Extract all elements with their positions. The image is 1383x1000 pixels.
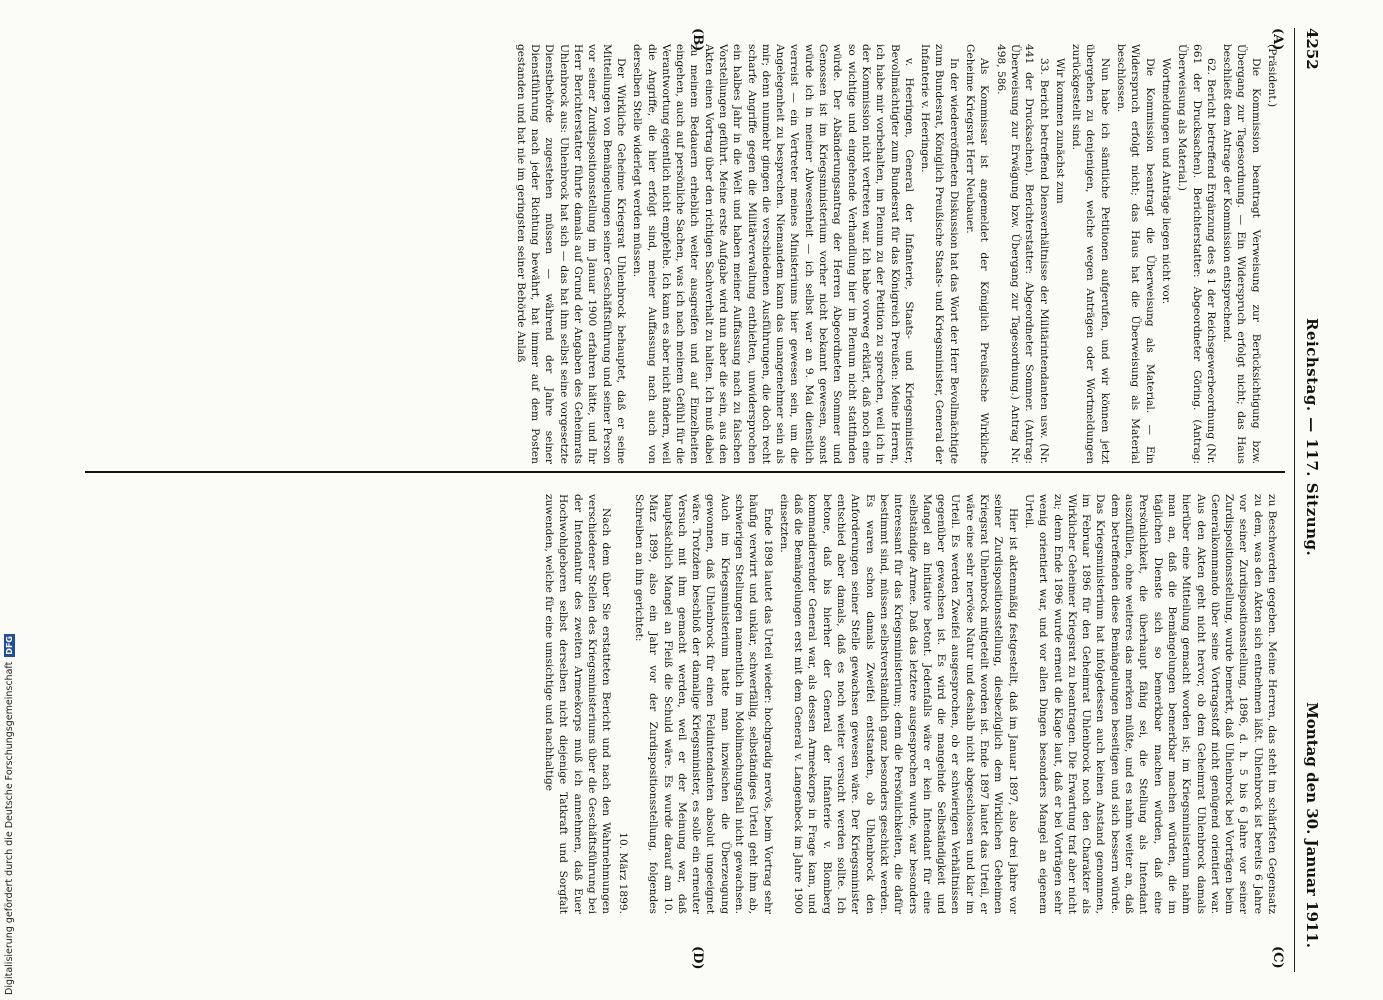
dfg-logo: DFG (4, 636, 14, 655)
paragraph: zu Beschwerden gegeben. Meine Herren, das steht im schärfsten Gegensatz zu dem, was den Akten sich entnehmen läßt. Uhlenbrock ist bereits 6 Jahre vor seiner Zurdispositionsstellung, 1896, d. h. 5 bis 6 Jahre vor seiner Zurdispositionsstellung, wurde bemerkt, daß Uhlenbrock bei Vorträgen beim Generalkommando über seine Vortragsstoff nicht genügend orientiert war. Aus den Akten geht nicht hervor, ob dem Geheimrat Uhlenbrock damals hierüber eine Mitteilung gemacht worden ist; im Kriegsministerium nahm man an, daß die Bemängelungen bemerkbar machen würden, die im täglichen Dienste sich so bemerkbar machen würden, daß eine Persönlichkeit, die überhaupt fähig sei, die Stellung als Intendant auszufüllen, ohne weiteres das merken müßte, und es nahm weiter an, daß dem betreffenden diese Bemängelungen beseitigen und sich bessern würde. Das Kriegsministerium hat infolgedessen auch keinen Anstand genommen, im Februar 1896 für den Geheimrat Uhlenbrock noch den Charakter als Wirklicher Geheimer Kriegsrat zu beantragen. Die Erwartung traf aber nicht zu; denn Ende 1896 wurde erneut die Klage laut, daß er bei Vorträgen sehr wenig orientiert war, und vor allen Dingen besonders Mangel an eigenem Urteil. (1022, 494, 1278, 914)
paragraph: Wir kommen zunächst zum (1053, 58, 1066, 204)
header-rule (1294, 28, 1295, 972)
page-number: 4252 (1303, 28, 1321, 70)
paragraph: In der wiedereröffneten Diskussion hat das Wort der Herr Bevollmächtigte zum Bundesrat, Königlich Preußische Staats- und Kriegsminister, General der Infanterie v. Heeringen. (919, 44, 960, 464)
margin-marker-a: (A) (1270, 28, 1285, 51)
paragraph: Nach dem über Sie erstatteten Bericht und nach den Wahrnehmungen verschiedener Stellen des Kriegsministeriums über die Geschäftsführung bei der Intendantur des zweiten Armeekorps muß ich annehmen, daß Euer Hochwohlgeboren selbst derselben nicht diejenige Tatkraft und Sorgfalt zuwenden, welche für eine umsichtige und nachhaltige (543, 494, 613, 914)
paragraph: v. Heeringen, General der Infanterie, Staats- und Kriegsminister, Bevollmächtigter zum Bundesrat für das Königreich Preußen: Meine Herren, ich habe mir vorbehalten, im Plenum zu der Petition zu sprechen, weil ich in der Kommission nicht vertreten war. Ich habe vorweg erklärt, daß noch eine so wichtige und eingehende Verhandlung hier im Plenum nicht stattfinden würde. Der Abänderungsantrag der Herren Abgeordneten Sommer und Genossen ist im Kriegsministerium vorher nicht bekannt gewesen, sonst würde ich in meiner Abwesenheit — ich selbst war an 9. Mai dienstlich verreist — ein Vertreter meines Ministeriums hier gewesen sein, um die Angelegenheit zu besprechen. Niemandem kann das unangenehmer sein als mir; denn nunmehr gingen die verschiedenen Ausführungen, die doch recht scharfe Angriffe gegen die Militärverwaltung enthielten, unwidersprochen ein halbes Jahr in die Welt und haben meiner Auffassung nach zu falschen Vorstellungen geführt. Meine erste Aufgabe wird nun aber die sein, aus den Akten einen Vortrag über den richtigen Sachverhalt zu halten. Ich muß dabei zu meinem Bedauern erheblich weiter ausgreifen und auf Einzelheiten eingehen, auch auf persönliche Sachen, was ich nach meinem Gefühl für die Verantwortung eigentlich nicht empfehle. Ich kann es aber nicht ändern, weil die Angriffe, die hier erfolgt sind, meiner Auffassung nach auch von derselben Stelle widerlegt werden müssen. (631, 44, 915, 464)
paragraph: Ende 1898 lautet das Urteil wieder: hochgradig nervös, beim Vortrag sehr häufig verwirrt und unklar, schwerfällig, selbständiges Urteil geht ihm ab, schwierigen Stellungen namentlich im Mobilmachungsfall nicht gewachsen. Auch im Kriegsministerium hatte man inzwischen die Überzeugung gewonnen, daß Uhlenbrock für einen Feldintendanten absolut ungeeignet wäre. Trotzdem beschloß der damalige Kriegsminister, es solle ein erneuter Versuch mit ihm gemacht werden, weil er der Meinung war, daß hauptsächlich Mangel an Fleiß die Schuld wäre. Es wurde darauf am 10. März 1899, also ein Jahr vor der Zurdispositionsstellung, folgendes Schreiben an ihn gerichtet: (632, 494, 774, 914)
left-column (512, 44, 1279, 464)
paragraph: Hier ist aktenmäßig festgestellt, daß im Januar 1897, also drei Jahre vor seiner Zurdispositionsstellung, diesbezüglich dem Wirklichen Geheimen Kriegsrat Uhlenbrock mitgeteilt worden ist. Ende 1897 lautet das Urteil, er wäre eine sehr nervöse Natur und deshalb nicht abgeschlossen und klar im Urteil. Es werden Zweifel ausgesprochen, ob er schwierigen Verhältnissen gegenüber gewachsen ist. Es wird die mangelnde Selbständigkeit und Mangel an Initiative betont. Jedenfalls wäre er kein Intendant für eine selbständige Armee. Daß das letztere ausgesprochen wurde, war besonders interessant für das Kriegsministerium; denn die Persönlichkeiten, die dafür bestimmt sind, müssen selbstverständlich ganz besonders geschickt werden. Es waren schon damals Zweifel entstanden, ob Uhlenbrock den Anforderungen seiner Stelle gewachsen gewesen wäre. Der Kriegsminister entschied aber damals, daß es noch weiter versucht werden sollte. Ich betone, daß bis hierher der General der Infanterie v. Blomberg kommandierender General war, als dessen Armeekorps in Frage kam, und daß die Bemängelungen erst mit dem General v. Langenbeck im Jahre 1900 einsetzten. (777, 494, 1019, 914)
margin-marker-d: (D) (690, 946, 705, 970)
paragraph: Die Kommission beantragt Verweisung zur Berücksichtigung bzw. Übergang zur Tagesordnung. — Ein Widerspruch erfolgt nicht; das Haus beschließt dem Antrage der Kommission entsprechend. (1221, 44, 1262, 464)
rotated-page-content (70, 28, 1325, 972)
margin-marker-b: (B) (690, 28, 705, 52)
paragraph: 33. Bericht betreffend Diensverhältnisse der Militärintendanten usw. (Nr. 441 der Drucksachen). Berichterstatter: Abgeordneter Sommer. (Antrag: Überweisung zur Erwägung bzw. Übergang zur Tagesordnung.) Antrag Nr. 498, 586. (994, 44, 1050, 464)
paragraph: Der Wirkliche Geheime Kriegsrat Uhlenbrock behauptet, daß er seine Mitteilungen von Bemängelungen seiner Geschäftsführung und seiner Person vor seiner Zurdispositionsstellung im Januar 1900 erfahren hätte, und Ihr Herr Berichterstatter führte damals auf Grund der Angaben des Geheimrats Uhlenbrock aus: Uhlenbrock hat sich — das hat ihm selbst seine vorgesetzte Dienstbehörde zugestehen müssen — während der Jahre seiner Dienstführung nach jeder Richtung bewährt, hat immer auf dem Posten gestanden und hat nie im geringsten seiner Behörde Anlaß (514, 44, 627, 464)
speaker-label: (Präsident.) (1266, 44, 1278, 108)
paragraph: Nun habe ich sämtliche Petitionen aufgerufen, und wir können jetzt übergehen zu denjenigen, welche wegen Anträgen oder Wortmeldungen zurückgestellt sind. (1070, 44, 1111, 464)
paragraph: Die Kommission beantragt die Überweisung als Material. — Ein Widerspruch erfolgt nicht; das Haus hat die Überweisung als Material beschlossen. (1115, 44, 1156, 464)
page-title: Reichstag. — 117. Sitzung. (1303, 318, 1321, 557)
letter-date: 10. März 1899. (616, 832, 629, 914)
right-column (540, 494, 1279, 914)
paragraph: 62. Bericht betreffend Ergänzung des § 1 der Reichsgewerbeordnung (Nr. 661 der Drucksachen). Berichterstatter: Abgeordneter Göring. (Antrag: Überweisung als Material.) (1176, 44, 1217, 464)
column-divider (85, 471, 1285, 473)
session-date: Montag den 30. Januar 1911. (1303, 702, 1321, 948)
funding-credit-text: Digitalisierung gefördert durch die Deutsche Forschungsgemeinschaft (3, 661, 15, 995)
paragraph: Als Kommissar ist angemeldet der Königlich Preußische Wirkliche Geheime Kriegsrat Herr Neubauer. (964, 44, 991, 464)
funding-credit (0, 605, 18, 995)
paragraph: Wortmeldungen und Anträge liegen nicht vor. (1159, 58, 1172, 305)
page-header (1295, 28, 1325, 972)
margin-marker-c: (C) (1270, 946, 1285, 969)
